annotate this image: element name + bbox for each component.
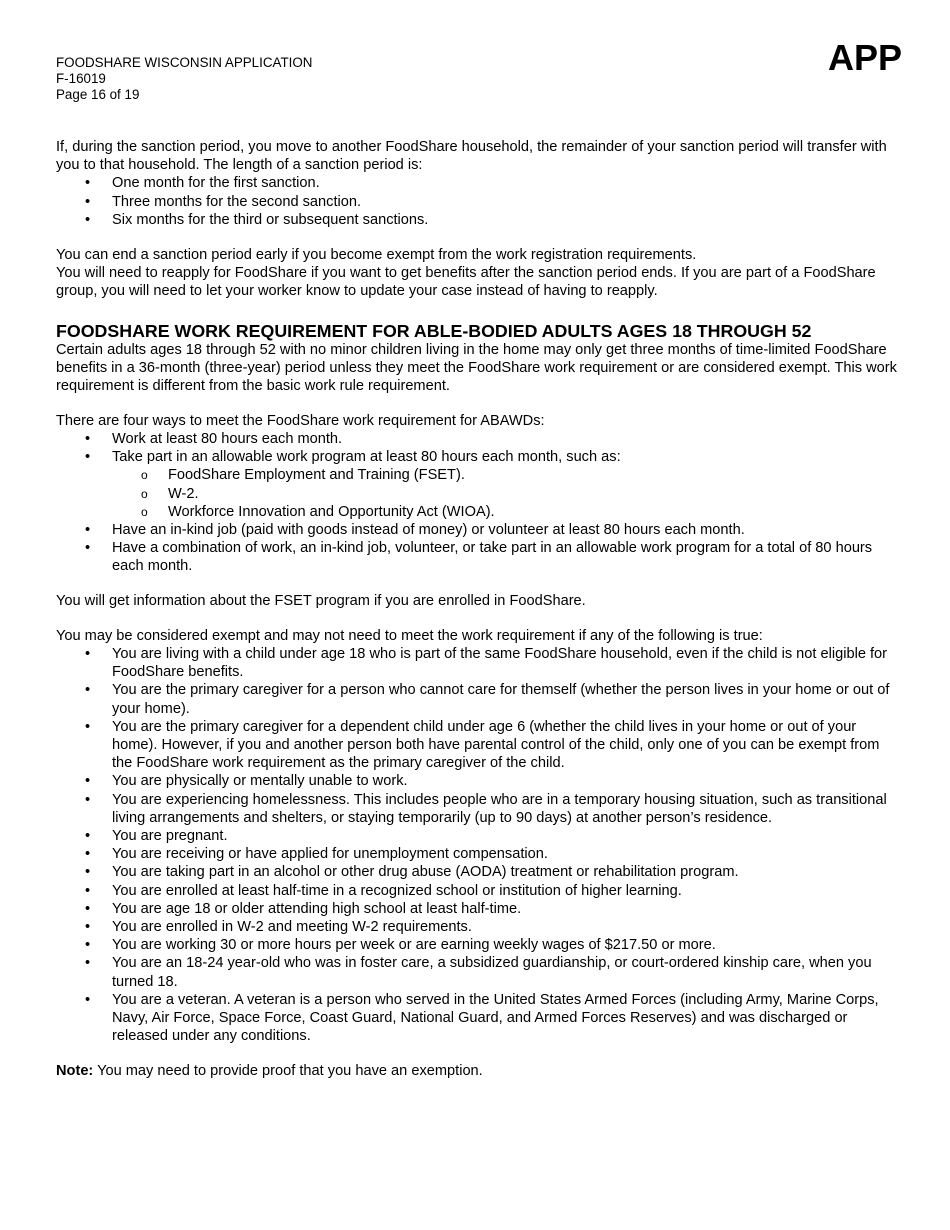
bullet-icon: •: [85, 193, 91, 210]
note-text: You may need to provide proof that you have an exemption.: [93, 1062, 483, 1079]
abawd-intro: Certain adults ages 18 through 52 with no minor children living in the home may only get three months of time-limited FoodShare benefits in a 36-month (three-year) period unless they meet the FoodShare work requirement or are considered exempt. This work requirement is different from the basic work rule requirement.: [56, 341, 897, 395]
list-item: • Have an in-kind job (paid with goods instead of money) or volunteer at least 80 hours each month.: [85, 521, 745, 538]
sub-bullet-icon: o: [141, 468, 148, 483]
section-heading: FOODSHARE WORK REQUIREMENT FOR ABLE-BODIED ADULTS AGES 18 THROUGH 52: [56, 320, 812, 341]
sanction-intro: If, during the sanction period, you move to another FoodShare household, the remainder of your sanction period will transfer with you to that household. The length of a sanction period is:: [56, 139, 887, 174]
bullet-icon: •: [85, 540, 91, 557]
list-item: • You are experiencing homelessness. This includes people who are in a temporary housing situation, such as transitional living arrangements and shelters, or staying temporarily (up to 90 days) at another person’s residence.: [85, 791, 887, 826]
note: [56, 1062, 901, 1080]
list-item: • You are the primary caregiver for a person who cannot care for themself (whether the person lives in your home or out of your home).: [85, 682, 890, 717]
bullet-icon: •: [85, 645, 91, 662]
list-item: o W-2.: [141, 485, 199, 502]
list-item: • You are an 18-24 year-old who was in foster care, a subsidized guardianship, or court-ordered kinship care, when you turned 18.: [85, 955, 872, 990]
form-number: F-16019: [56, 71, 106, 86]
bullet-icon: •: [85, 919, 91, 936]
sanction-reapply: You will need to reapply for FoodShare if you want to get benefits after the sanction period ends. If you are part of a FoodShare group, you will need to let your worker know to update your case instead of having to reapply.: [56, 264, 876, 299]
document-body: [56, 138, 901, 1080]
list-item: • Six months for the third or subsequent sanctions.: [85, 211, 429, 228]
bullet-icon: •: [85, 175, 91, 192]
bullet-icon: •: [85, 864, 91, 881]
bullet-icon: •: [85, 900, 91, 917]
list-item: • You are a veteran. A veteran is a person who served in the United States Armed Forces (including Army, Marine Corps, Navy, Air Force, Space Force, Coast Guard, National Guard, and Armed Forces Reserves) and was discharged or released under any conditions.: [85, 991, 879, 1045]
ways-list: [56, 430, 901, 576]
list-item: o Workforce Innovation and Opportunity Act (WIOA).: [141, 503, 495, 520]
list-item: • Three months for the second sanction.: [85, 193, 362, 210]
list-item: • Take part in an allowable work program at least 80 hours each month, such as: o FoodShare Employment and Training (FSET). o W-2. o Workforce Innovation and Opportunity Act (WIOA).: [56, 448, 901, 521]
ways-intro: There are four ways to meet the FoodShare work requirement for ABAWDs:: [56, 412, 545, 429]
bullet-icon: •: [85, 773, 91, 790]
list-item: • You are the primary caregiver for a dependent child under age 6 (whether the child lives in your home or out of your home). However, if you and another person both have parental control of the child, only one of you can be exempt from the FoodShare work requirement as the primary caregiver of the child.: [85, 718, 880, 772]
list-item: • You are receiving or have applied for unemployment compensation.: [85, 846, 548, 863]
exempt-intro: You may be considered exempt and may not need to meet the work requirement if any of the following is true:: [56, 627, 763, 644]
exemption-list: [56, 645, 901, 1045]
bullet-icon: •: [85, 718, 91, 735]
list-item: • You are living with a child under age 18 who is part of the same FoodShare household, even if the child is not eligible for FoodShare benefits.: [85, 645, 888, 681]
sub-bullet-icon: o: [141, 486, 148, 501]
list-item: • Work at least 80 hours each month.: [85, 430, 343, 447]
bullet-icon: •: [85, 682, 91, 699]
page-number: Page 16 of 19: [56, 87, 140, 102]
sub-bullet-icon: o: [141, 504, 148, 519]
list-item: • You are pregnant.: [85, 828, 228, 844]
list-item: • You are taking part in an alcohol or other drug abuse (AODA) treatment or rehabilitation program.: [85, 864, 739, 881]
list-item: • You are enrolled in W-2 and meeting W-2 requirements.: [85, 919, 472, 936]
sanction-end-early: You can end a sanction period early if you become exempt from the work registration requirements.: [56, 246, 697, 263]
bullet-icon: •: [85, 937, 91, 954]
bullet-icon: •: [85, 955, 91, 972]
program-list: [112, 466, 901, 521]
note-label: Note:: [56, 1062, 94, 1079]
bullet-icon: •: [85, 521, 91, 538]
bullet-icon: •: [85, 211, 91, 228]
bullet-icon: •: [85, 882, 91, 899]
bullet-icon: •: [85, 991, 91, 1008]
bullet-icon: •: [85, 449, 91, 466]
list-item: • You are working 30 or more hours per week or are earning weekly wages of $217.50 or more.: [85, 937, 716, 954]
bullet-icon: •: [85, 791, 91, 808]
fset-info: You will get information about the FSET program if you are enrolled in FoodShare.: [56, 593, 586, 610]
list-item: • You are age 18 or older attending high school at least half-time.: [85, 900, 522, 917]
sanction-length-list: [56, 174, 901, 229]
list-item: • You are physically or mentally unable to work.: [85, 773, 408, 790]
bullet-icon: •: [85, 828, 91, 844]
bullet-icon: •: [85, 846, 91, 863]
list-item: • Have a combination of work, an in-kind job, volunteer, or take part in an allowable work program for a total of 80 hours each month.: [85, 540, 873, 575]
bullet-icon: •: [85, 430, 91, 447]
list-item: • You are enrolled at least half-time in a recognized school or institution of higher learning.: [85, 882, 682, 899]
app-badge: APP: [827, 37, 902, 78]
page-header: [56, 55, 312, 103]
form-name: FOODSHARE WISCONSIN APPLICATION: [56, 55, 313, 70]
list-item: • One month for the first sanction.: [85, 175, 320, 192]
list-item: o FoodShare Employment and Training (FSET).: [141, 467, 465, 484]
